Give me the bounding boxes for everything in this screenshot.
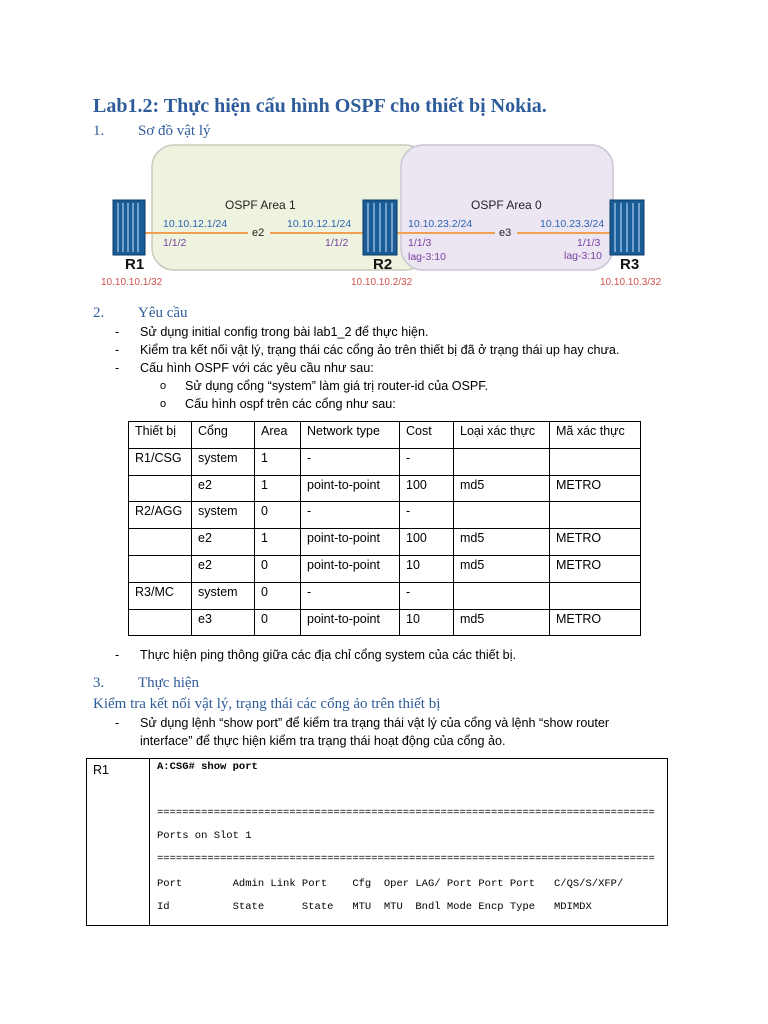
r1-ip: 10.10.12.1/24 [163, 218, 228, 230]
r3-port: 1/1/3 [577, 237, 601, 249]
cli-command: A:CSG# show port [157, 761, 258, 773]
table-cell [129, 609, 192, 636]
sub-heading: Kiểm tra kết nối vật lý, trạng thái các cổng ảo trên thiết bị [93, 696, 441, 712]
r3-lag: lag-3:10 [564, 250, 602, 262]
table-cell [550, 582, 641, 609]
r2-ip-left: 10.10.12.1/24 [287, 218, 352, 230]
table-cell: 1 [255, 529, 301, 556]
ping-instruction: Thực hiện ping thông giữa các địa chỉ cổng system của các thiết bị. [140, 648, 516, 662]
table-cell: - [301, 502, 400, 529]
table-cell: md5 [454, 529, 550, 556]
table-cell: e2 [192, 475, 255, 502]
table-cell [454, 448, 550, 475]
table-cell: md5 [454, 555, 550, 582]
router-r2-icon [363, 200, 397, 255]
section-heading-3 [93, 675, 393, 695]
table-cell: - [400, 502, 454, 529]
r2-lag: lag-3:10 [408, 251, 446, 263]
router-r1-icon [113, 200, 145, 255]
table-cell: - [301, 448, 400, 475]
table-cell: point-to-point [301, 529, 400, 556]
r1-name: R1 [125, 256, 145, 273]
section-heading-1 [93, 123, 393, 143]
area-0-label: OSPF Area 0 [471, 198, 542, 212]
table-row [129, 475, 641, 502]
table-cell: 100 [400, 529, 454, 556]
cli-separator: =============================================================================== [157, 807, 655, 819]
r2-port-right: 1/1/3 [408, 237, 432, 249]
section-title: Yêu cầu [138, 305, 188, 321]
section-title: Thực hiện [138, 675, 200, 691]
table-row [129, 529, 641, 556]
table-cell: md5 [454, 609, 550, 636]
sub-requirement-text: Sử dụng cổng “system” làm giá trị router-id của OSPF. [185, 379, 489, 393]
list-item: - Sử dụng initial config trong bài lab1_2 để thực hiện. [115, 325, 429, 339]
column-header: Area [255, 422, 301, 449]
column-header: Cost [400, 422, 454, 449]
requirement-text: Kiểm tra kết nối vật lý, trạng thái các cổng ảo trên thiết bị đã ở trạng thái up hay chưa. [140, 343, 620, 357]
section-number: 2. [93, 305, 105, 321]
table-cell: e2 [192, 555, 255, 582]
sub-list-item: o Cấu hình ospf trên các cổng như sau: [160, 397, 396, 411]
table-cell [454, 582, 550, 609]
table-cell: METRO [550, 475, 641, 502]
table-cell: point-to-point [301, 609, 400, 636]
sub-list-item: o Sử dụng cổng “system” làm giá trị router-id của OSPF. [160, 379, 489, 393]
column-header: Thiết bị [129, 422, 192, 449]
table-cell: point-to-point [301, 555, 400, 582]
table-cell: system [192, 502, 255, 529]
cli-output-box [86, 758, 668, 926]
table-cell: e3 [192, 609, 255, 636]
requirement-text: Cấu hình OSPF với các yêu cầu như sau: [140, 361, 374, 375]
area-1-label: OSPF Area 1 [225, 198, 296, 212]
r1-port: 1/1/2 [163, 237, 187, 249]
table-cell: 0 [255, 555, 301, 582]
sub-requirement-text: Cấu hình ospf trên các cổng như sau: [185, 397, 396, 411]
table-cell [454, 502, 550, 529]
column-header: Mã xác thực [550, 422, 641, 449]
table-cell [129, 475, 192, 502]
section-number: 3. [93, 675, 105, 691]
table-cell: md5 [454, 475, 550, 502]
list-item: - Thực hiện ping thông giữa các địa chỉ cổng system của các thiết bị. [115, 648, 516, 662]
column-header: Network type [301, 422, 400, 449]
page-title: Lab1.2: Thực hiện cấu hình OSPF cho thiết bị Nokia. [93, 95, 547, 117]
r2-port-left: 1/1/2 [325, 237, 349, 249]
router-r3-icon [610, 200, 644, 255]
instruction-line-1: Sử dụng lệnh “show port” để kiểm tra trạng thái vật lý của cổng và lệnh “show router [140, 716, 610, 730]
section-number: 1. [93, 123, 105, 139]
table-cell [550, 448, 641, 475]
router-label: R1 [93, 763, 109, 777]
list-item: - Kiểm tra kết nối vật lý, trạng thái các cổng ảo trên thiết bị đã ở trạng thái up hay chưa. [115, 343, 620, 357]
table-row [129, 555, 641, 582]
table-cell: R1/CSG [129, 448, 192, 475]
cli-slot-title: Ports on Slot 1 [157, 830, 252, 842]
table-cell: point-to-point [301, 475, 400, 502]
cli-separator: =============================================================================== [157, 853, 655, 865]
r1-system-ip: 10.10.10.1/32 [101, 277, 163, 288]
cli-header-1: Port Admin Link Port Cfg Oper LAG/ Port Port Port C/QS/S/XFP/ [157, 878, 624, 890]
column-divider [149, 759, 150, 925]
link-e2-label: e2 [252, 227, 265, 239]
table-header-row [129, 422, 641, 449]
table-cell: 10 [400, 555, 454, 582]
table-cell [550, 502, 641, 529]
cli-header-2: Id State State MTU MTU Bndl Mode Encp Type MDIMDX [157, 901, 592, 913]
table-cell: e2 [192, 529, 255, 556]
table-cell: - [400, 582, 454, 609]
section-title: Sơ đồ vật lý [138, 123, 211, 139]
table-row [129, 448, 641, 475]
table-cell: 1 [255, 475, 301, 502]
table-row [129, 502, 641, 529]
table-cell: 1 [255, 448, 301, 475]
table-cell: METRO [550, 529, 641, 556]
table-row [129, 609, 641, 636]
table-cell: R3/MC [129, 582, 192, 609]
r2-ip-right: 10.10.23.2/24 [408, 218, 473, 230]
table-cell: - [400, 448, 454, 475]
r2-system-ip: 10.10.10.2/32 [351, 277, 413, 288]
table-cell: 10 [400, 609, 454, 636]
link-e3-label: e3 [499, 227, 512, 239]
list-item: - Sử dụng lệnh “show port” để kiểm tra trạng thái vật lý của cổng và lệnh “show router [115, 716, 610, 730]
table-cell: R2/AGG [129, 502, 192, 529]
table-cell: METRO [550, 609, 641, 636]
r3-name: R3 [620, 256, 640, 273]
instruction-continuation: interface” để thực hiện kiểm tra trạng thái hoạt động của cổng ảo. [140, 734, 506, 748]
table-cell: 100 [400, 475, 454, 502]
section-heading-2 [93, 305, 393, 325]
ospf-config-table [128, 421, 641, 636]
table-cell: METRO [550, 555, 641, 582]
requirement-text: Sử dụng initial config trong bài lab1_2 để thực hiện. [140, 325, 429, 339]
column-header: Loại xác thực [454, 422, 550, 449]
table-cell [129, 555, 192, 582]
r3-system-ip: 10.10.10.3/32 [600, 277, 662, 288]
table-cell [129, 529, 192, 556]
network-diagram [95, 143, 675, 293]
column-header: Cổng [192, 422, 255, 449]
table-cell: 0 [255, 609, 301, 636]
r2-name: R2 [373, 256, 393, 273]
r3-ip: 10.10.23.3/24 [540, 218, 605, 230]
table-cell: system [192, 582, 255, 609]
list-item: - Cấu hình OSPF với các yêu cầu như sau: [115, 361, 374, 375]
table-cell: 0 [255, 582, 301, 609]
table-cell: system [192, 448, 255, 475]
table-cell: 0 [255, 502, 301, 529]
table-row [129, 582, 641, 609]
table-cell: - [301, 582, 400, 609]
